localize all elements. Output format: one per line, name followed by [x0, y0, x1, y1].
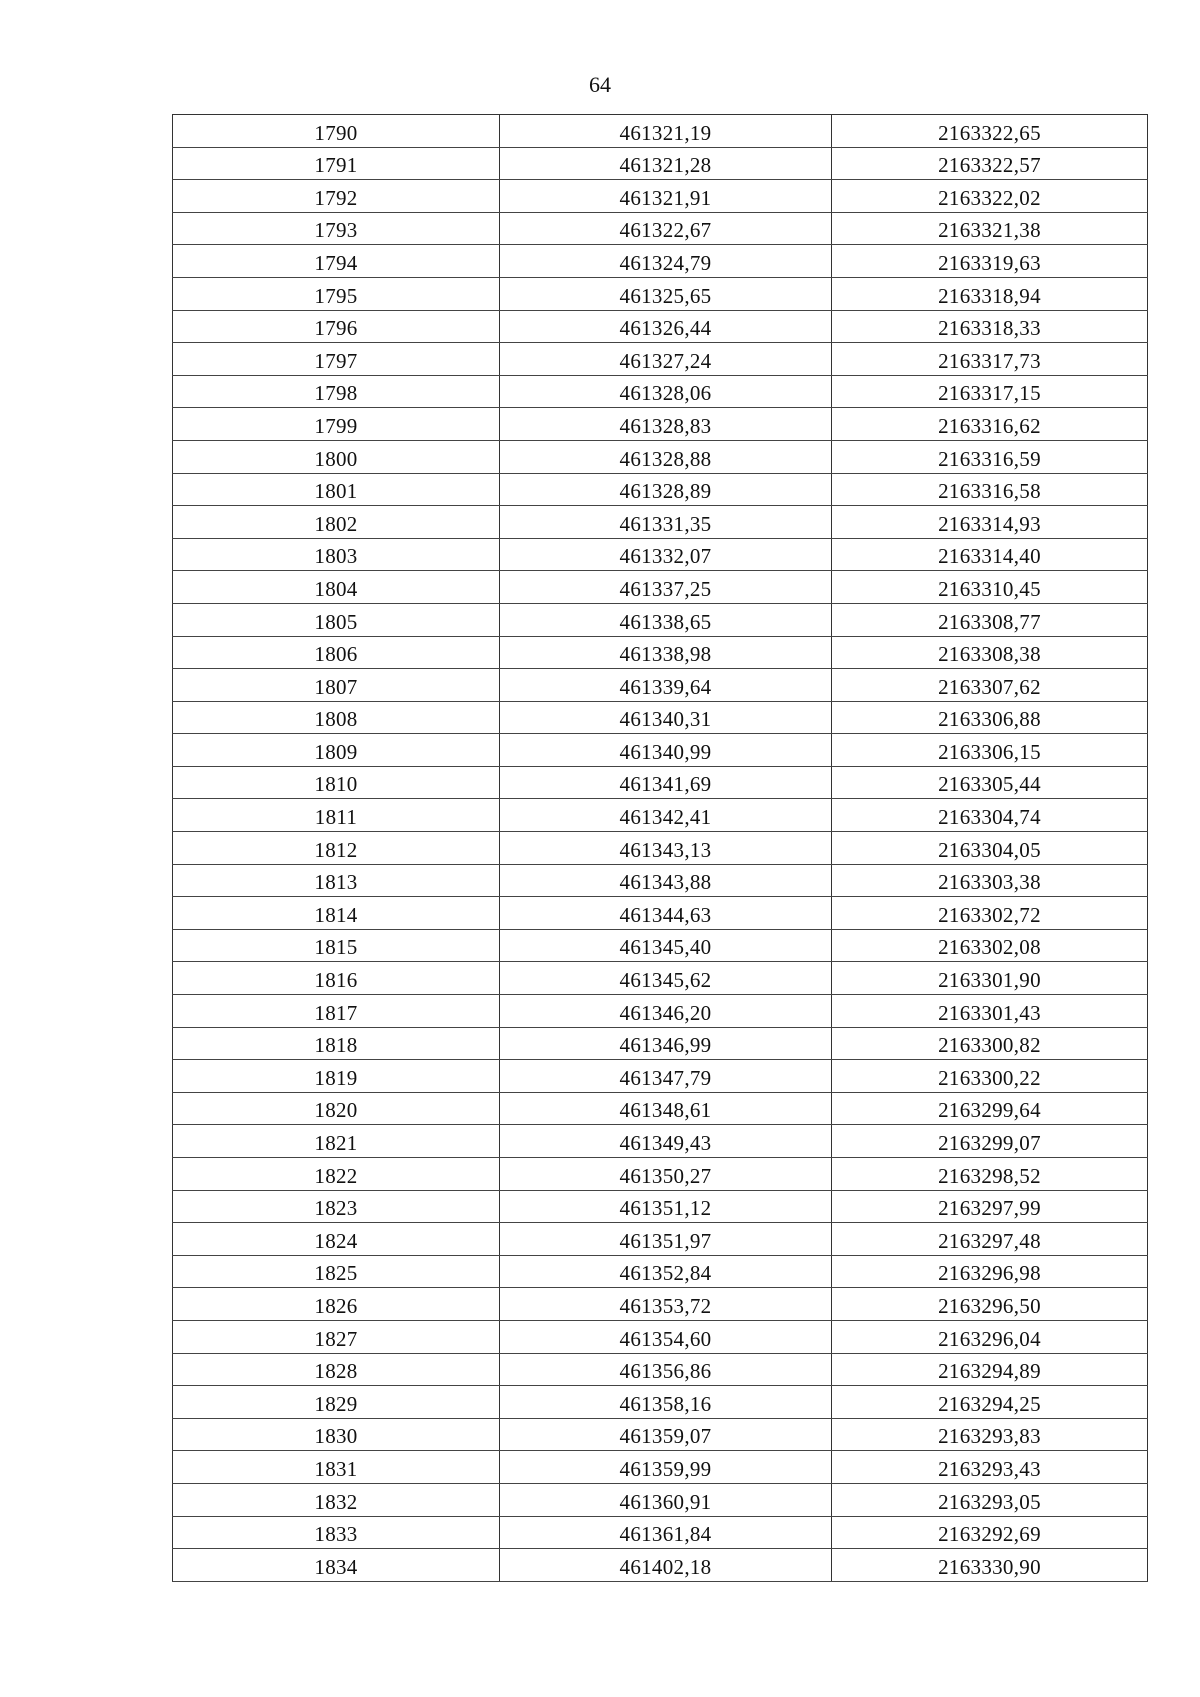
x-coordinate-cell: 461352,84: [500, 1255, 832, 1288]
point-number-cell: 1828: [173, 1353, 500, 1386]
y-coordinate-cell: 2163301,90: [832, 962, 1148, 995]
point-number-cell: 1810: [173, 766, 500, 799]
y-coordinate-cell: 2163296,98: [832, 1255, 1148, 1288]
point-number-cell: 1805: [173, 603, 500, 636]
table-row: [173, 864, 1148, 897]
x-coordinate-cell: 461338,98: [500, 636, 832, 669]
x-coordinate-cell: 461337,25: [500, 571, 832, 604]
x-coordinate-cell: 461348,61: [500, 1092, 832, 1125]
x-coordinate-cell: 461360,91: [500, 1483, 832, 1516]
point-number-cell: 1807: [173, 669, 500, 702]
y-coordinate-cell: 2163322,02: [832, 180, 1148, 213]
x-coordinate-cell: 461340,99: [500, 734, 832, 767]
y-coordinate-cell: 2163297,99: [832, 1190, 1148, 1223]
table-row: [173, 147, 1148, 180]
point-number-cell: 1819: [173, 1060, 500, 1093]
point-number-cell: 1820: [173, 1092, 500, 1125]
y-coordinate-cell: 2163322,57: [832, 147, 1148, 180]
y-coordinate-cell: 2163316,59: [832, 440, 1148, 473]
table-row: [173, 766, 1148, 799]
table-row: [173, 473, 1148, 506]
table-row: [173, 180, 1148, 213]
table-row: [173, 832, 1148, 865]
y-coordinate-cell: 2163293,83: [832, 1418, 1148, 1451]
x-coordinate-cell: 461321,91: [500, 180, 832, 213]
point-number-cell: 1804: [173, 571, 500, 604]
x-coordinate-cell: 461346,99: [500, 1027, 832, 1060]
point-number-cell: 1824: [173, 1223, 500, 1256]
x-coordinate-cell: 461328,06: [500, 375, 832, 408]
x-coordinate-cell: 461341,69: [500, 766, 832, 799]
y-coordinate-cell: 2163318,33: [832, 310, 1148, 343]
point-number-cell: 1799: [173, 408, 500, 441]
point-number-cell: 1803: [173, 538, 500, 571]
point-number-cell: 1809: [173, 734, 500, 767]
table-row: [173, 1516, 1148, 1549]
table-row: [173, 701, 1148, 734]
table-row: [173, 1320, 1148, 1353]
table-row: [173, 343, 1148, 376]
x-coordinate-cell: 461358,16: [500, 1386, 832, 1419]
table-row: [173, 1158, 1148, 1191]
table-row: [173, 734, 1148, 767]
table-row: [173, 1418, 1148, 1451]
point-number-cell: 1794: [173, 245, 500, 278]
coordinates-table-body: [173, 115, 1148, 1582]
x-coordinate-cell: 461350,27: [500, 1158, 832, 1191]
point-number-cell: 1790: [173, 115, 500, 148]
table-row: [173, 669, 1148, 702]
x-coordinate-cell: 461327,24: [500, 343, 832, 376]
x-coordinate-cell: 461345,62: [500, 962, 832, 995]
point-number-cell: 1796: [173, 310, 500, 343]
table-row: [173, 636, 1148, 669]
x-coordinate-cell: 461332,07: [500, 538, 832, 571]
table-row: [173, 277, 1148, 310]
point-number-cell: 1811: [173, 799, 500, 832]
y-coordinate-cell: 2163298,52: [832, 1158, 1148, 1191]
table-row: [173, 962, 1148, 995]
y-coordinate-cell: 2163302,72: [832, 897, 1148, 930]
x-coordinate-cell: 461343,88: [500, 864, 832, 897]
point-number-cell: 1834: [173, 1549, 500, 1582]
table-row: [173, 440, 1148, 473]
table-row: [173, 1353, 1148, 1386]
point-number-cell: 1808: [173, 701, 500, 734]
y-coordinate-cell: 2163322,65: [832, 115, 1148, 148]
x-coordinate-cell: 461321,19: [500, 115, 832, 148]
point-number-cell: 1813: [173, 864, 500, 897]
table-row: [173, 1125, 1148, 1158]
point-number-cell: 1825: [173, 1255, 500, 1288]
y-coordinate-cell: 2163321,38: [832, 212, 1148, 245]
table-row: [173, 212, 1148, 245]
y-coordinate-cell: 2163306,88: [832, 701, 1148, 734]
y-coordinate-cell: 2163296,50: [832, 1288, 1148, 1321]
point-number-cell: 1795: [173, 277, 500, 310]
point-number-cell: 1826: [173, 1288, 500, 1321]
y-coordinate-cell: 2163319,63: [832, 245, 1148, 278]
x-coordinate-cell: 461402,18: [500, 1549, 832, 1582]
x-coordinate-cell: 461342,41: [500, 799, 832, 832]
table-row: [173, 245, 1148, 278]
y-coordinate-cell: 2163317,15: [832, 375, 1148, 408]
point-number-cell: 1830: [173, 1418, 500, 1451]
table-row: [173, 115, 1148, 148]
y-coordinate-cell: 2163297,48: [832, 1223, 1148, 1256]
point-number-cell: 1817: [173, 995, 500, 1028]
x-coordinate-cell: 461328,83: [500, 408, 832, 441]
y-coordinate-cell: 2163300,82: [832, 1027, 1148, 1060]
table-row: [173, 1060, 1148, 1093]
point-number-cell: 1793: [173, 212, 500, 245]
point-number-cell: 1798: [173, 375, 500, 408]
point-number-cell: 1827: [173, 1320, 500, 1353]
point-number-cell: 1831: [173, 1451, 500, 1484]
table-row: [173, 1386, 1148, 1419]
x-coordinate-cell: 461353,72: [500, 1288, 832, 1321]
y-coordinate-cell: 2163294,89: [832, 1353, 1148, 1386]
x-coordinate-cell: 461349,43: [500, 1125, 832, 1158]
x-coordinate-cell: 461331,35: [500, 506, 832, 539]
table-row: [173, 1288, 1148, 1321]
point-number-cell: 1791: [173, 147, 500, 180]
y-coordinate-cell: 2163304,05: [832, 832, 1148, 865]
x-coordinate-cell: 461347,79: [500, 1060, 832, 1093]
point-number-cell: 1801: [173, 473, 500, 506]
y-coordinate-cell: 2163293,43: [832, 1451, 1148, 1484]
point-number-cell: 1832: [173, 1483, 500, 1516]
page-number: 64: [589, 72, 611, 97]
x-coordinate-cell: 461328,88: [500, 440, 832, 473]
y-coordinate-cell: 2163302,08: [832, 929, 1148, 962]
table-row: [173, 897, 1148, 930]
table-row: [173, 1483, 1148, 1516]
point-number-cell: 1821: [173, 1125, 500, 1158]
table-row: [173, 799, 1148, 832]
x-coordinate-cell: 461356,86: [500, 1353, 832, 1386]
x-coordinate-cell: 461346,20: [500, 995, 832, 1028]
point-number-cell: 1829: [173, 1386, 500, 1419]
table-row: [173, 1092, 1148, 1125]
coordinates-table: [172, 114, 1148, 1582]
y-coordinate-cell: 2163303,38: [832, 864, 1148, 897]
y-coordinate-cell: 2163294,25: [832, 1386, 1148, 1419]
y-coordinate-cell: 2163305,44: [832, 766, 1148, 799]
table-row: [173, 1223, 1148, 1256]
y-coordinate-cell: 2163304,74: [832, 799, 1148, 832]
table-row: [173, 538, 1148, 571]
table-row: [173, 375, 1148, 408]
point-number-cell: 1806: [173, 636, 500, 669]
table-row: [173, 929, 1148, 962]
table-row: [173, 603, 1148, 636]
x-coordinate-cell: 461322,67: [500, 212, 832, 245]
point-number-cell: 1800: [173, 440, 500, 473]
y-coordinate-cell: 2163307,62: [832, 669, 1148, 702]
x-coordinate-cell: 461343,13: [500, 832, 832, 865]
table-row: [173, 1027, 1148, 1060]
y-coordinate-cell: 2163308,77: [832, 603, 1148, 636]
y-coordinate-cell: 2163299,07: [832, 1125, 1148, 1158]
table-row: [173, 1549, 1148, 1582]
x-coordinate-cell: 461339,64: [500, 669, 832, 702]
y-coordinate-cell: 2163292,69: [832, 1516, 1148, 1549]
x-coordinate-cell: 461326,44: [500, 310, 832, 343]
point-number-cell: 1812: [173, 832, 500, 865]
point-number-cell: 1823: [173, 1190, 500, 1223]
x-coordinate-cell: 461354,60: [500, 1320, 832, 1353]
y-coordinate-cell: 2163318,94: [832, 277, 1148, 310]
x-coordinate-cell: 461359,07: [500, 1418, 832, 1451]
point-number-cell: 1792: [173, 180, 500, 213]
y-coordinate-cell: 2163330,90: [832, 1549, 1148, 1582]
point-number-cell: 1816: [173, 962, 500, 995]
table-row: [173, 310, 1148, 343]
y-coordinate-cell: 2163306,15: [832, 734, 1148, 767]
y-coordinate-cell: 2163300,22: [832, 1060, 1148, 1093]
table-row: [173, 506, 1148, 539]
y-coordinate-cell: 2163314,93: [832, 506, 1148, 539]
x-coordinate-cell: 461351,97: [500, 1223, 832, 1256]
y-coordinate-cell: 2163301,43: [832, 995, 1148, 1028]
table-row: [173, 995, 1148, 1028]
point-number-cell: 1814: [173, 897, 500, 930]
y-coordinate-cell: 2163316,62: [832, 408, 1148, 441]
point-number-cell: 1797: [173, 343, 500, 376]
point-number-cell: 1802: [173, 506, 500, 539]
point-number-cell: 1818: [173, 1027, 500, 1060]
y-coordinate-cell: 2163299,64: [832, 1092, 1148, 1125]
x-coordinate-cell: 461321,28: [500, 147, 832, 180]
point-number-cell: 1815: [173, 929, 500, 962]
x-coordinate-cell: 461328,89: [500, 473, 832, 506]
y-coordinate-cell: 2163317,73: [832, 343, 1148, 376]
x-coordinate-cell: 461338,65: [500, 603, 832, 636]
x-coordinate-cell: 461345,40: [500, 929, 832, 962]
x-coordinate-cell: 461361,84: [500, 1516, 832, 1549]
y-coordinate-cell: 2163314,40: [832, 538, 1148, 571]
y-coordinate-cell: 2163296,04: [832, 1320, 1148, 1353]
x-coordinate-cell: 461344,63: [500, 897, 832, 930]
point-number-cell: 1833: [173, 1516, 500, 1549]
x-coordinate-cell: 461351,12: [500, 1190, 832, 1223]
y-coordinate-cell: 2163293,05: [832, 1483, 1148, 1516]
x-coordinate-cell: 461324,79: [500, 245, 832, 278]
x-coordinate-cell: 461325,65: [500, 277, 832, 310]
x-coordinate-cell: 461359,99: [500, 1451, 832, 1484]
y-coordinate-cell: 2163308,38: [832, 636, 1148, 669]
y-coordinate-cell: 2163316,58: [832, 473, 1148, 506]
table-row: [173, 1451, 1148, 1484]
y-coordinate-cell: 2163310,45: [832, 571, 1148, 604]
table-row: [173, 408, 1148, 441]
table-row: [173, 571, 1148, 604]
x-coordinate-cell: 461340,31: [500, 701, 832, 734]
point-number-cell: 1822: [173, 1158, 500, 1191]
table-row: [173, 1190, 1148, 1223]
table-row: [173, 1255, 1148, 1288]
